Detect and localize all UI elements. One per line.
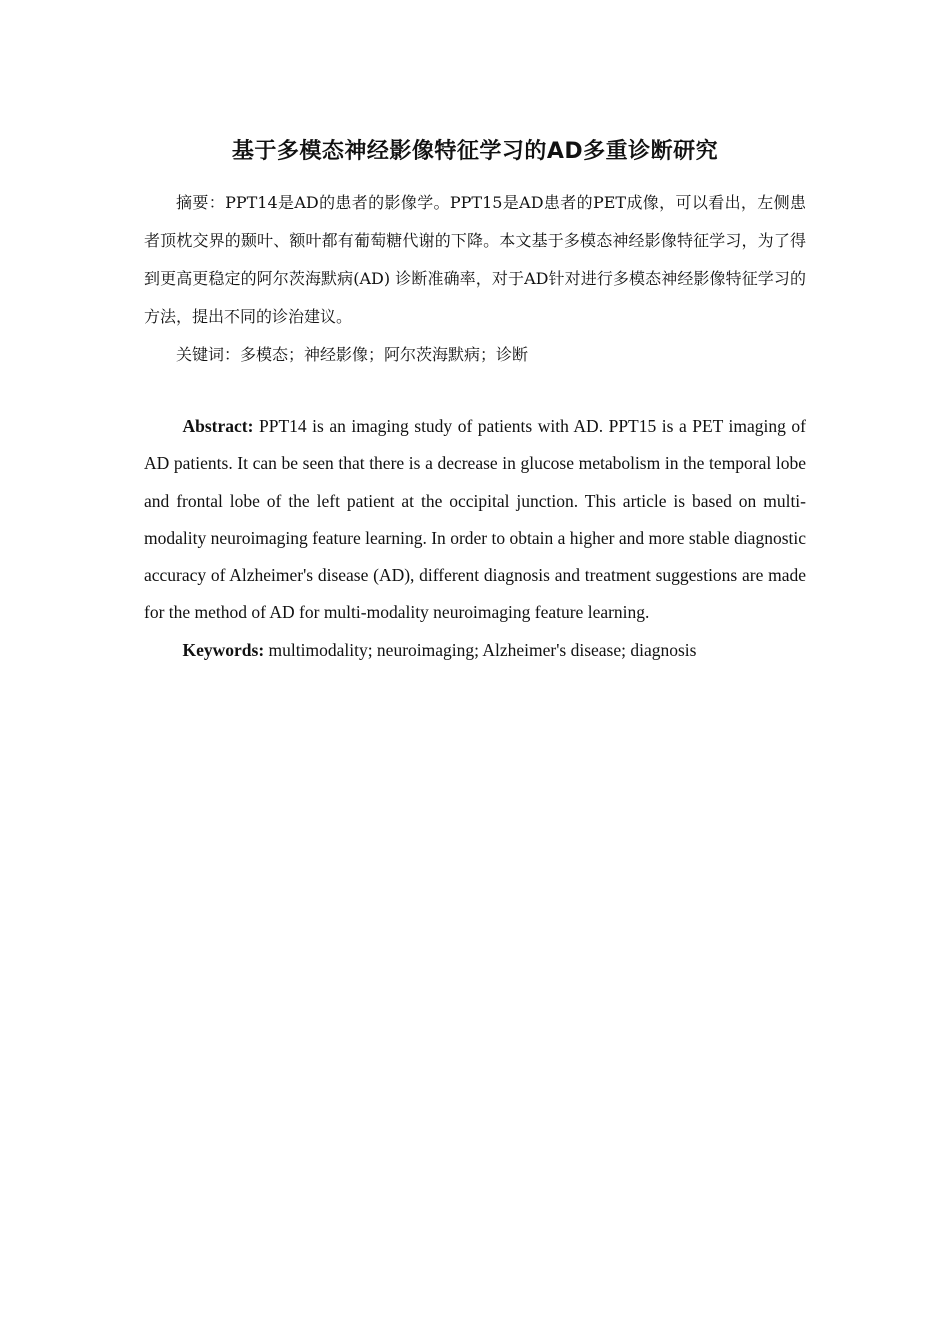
- chinese-keywords: [144, 336, 806, 374]
- chinese-abstract-text: PPT14是AD的患者的影像学。PPT15是AD患者的PET成像，可以看出，左侧患者顶枕交界的颞叶、额叶都有葡萄糖代谢的下降。本文基于多模态神经影像特征学习，为了得到更高更稳定的阿尔茨海默病(AD) 诊断准确率，对于AD针对进行多模态神经影像特征学习的方法，提出不同的诊治建议。: [144, 193, 806, 326]
- english-abstract-text: PPT14 is an imaging study of patients with AD. PPT15 is a PET imaging of AD patients. It can be seen that there is a decrease in glucose metabolism in the temporal lobe and frontal lobe of the left patient at the occipital junction. This article is based on multi-modality neuroimaging feature learning. In order to obtain a higher and more stable diagnostic accuracy of Alzheimer's disease (AD), different diagnosis and treatment suggestions are made for the method of AD for multi-modality neuroimaging feature learning.: [144, 416, 807, 623]
- paper-content: [144, 134, 806, 668]
- english-abstract: [144, 408, 806, 632]
- paper-title: 基于多模态神经影像特征学习的AD多重诊断研究: [231, 139, 719, 164]
- english-keywords-text: multimodality; neuroimaging; Alzheimer's disease; diagnosis: [268, 639, 697, 660]
- english-keywords-label: Keywords:: [182, 639, 265, 660]
- chinese-keywords-label: 关键词：: [176, 345, 241, 364]
- english-abstract-block: [144, 408, 806, 668]
- english-abstract-label: Abstract:: [182, 416, 254, 436]
- chinese-abstract-label: 摘要：: [176, 193, 226, 212]
- english-keywords: [144, 632, 806, 668]
- chinese-keywords-text: 多模态；神经影像；阿尔茨海默病；诊断: [240, 345, 529, 364]
- chinese-abstract: [144, 184, 806, 336]
